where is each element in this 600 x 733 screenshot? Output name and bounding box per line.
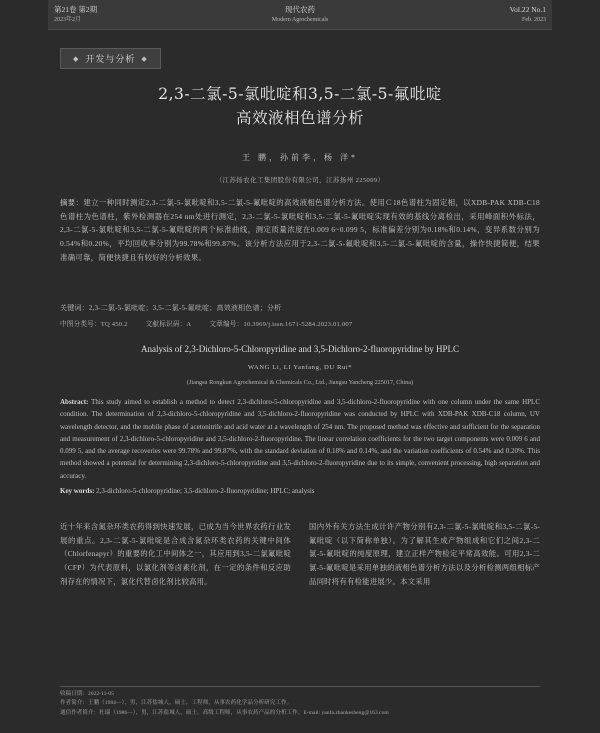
running-head-left	[54, 2, 174, 27]
page-title	[60, 82, 540, 130]
doi-number: 文章编号：10.3969/j.issn.1671-5284.2023.01.007	[209, 321, 353, 328]
clc-number: 中图分类号：TQ 450.2	[60, 321, 128, 328]
running-head-center	[174, 2, 426, 27]
clc-line	[60, 318, 540, 328]
title-cn-line1: 2,3-二氯-5-氯吡啶和3,5-二氯-5-氟吡啶	[158, 85, 442, 103]
keywords-en-text: 2,3-dichloro-5-chloropyridine; 3,5-dichloro-2-fluoropyridine; HPLC; analysis	[96, 487, 315, 495]
document-code: 文献标识码：A	[145, 321, 192, 328]
keywords-en	[60, 487, 540, 495]
keywords-cn	[60, 303, 540, 315]
section-tag	[60, 48, 161, 69]
issue-date-en: Feb. 2023	[522, 16, 546, 23]
body-right-column: 国内外有关方法生成计许产物分别有2,3-二氯-5-氯吡啶和3,5-二氯-5-氟吡啶（以下简称单独）。为了解其生成产物组成和它们之间2,3-二氯-5-氟吡啶的纯度原理，建立正样产物检定平常高效能。可用2,3-二氯-5-氟吡啶是采用单独的液相色谱分析方法以及分析检测两组相标产品同时将有有检能进展少。本文采用	[309, 522, 540, 586]
footnote-received-date: 收稿日期：2022-11-05	[60, 690, 114, 697]
affiliation-cn: （江苏扬农化工集团股份有限公司，江苏扬州 225009）	[215, 177, 385, 184]
affiliation-en: (Jiangsu Rongkun Agrochemical & Chemicals Co., Ltd., Jiangsu Yancheng 225017, China)	[186, 379, 414, 386]
keywords-cn-text: 2,3-二氯-5-氯吡啶；3,5-二氯-5-氟吡啶；高效液相色谱；分析	[88, 304, 282, 312]
journal-title-en: Modern Agrochemicals	[271, 16, 329, 23]
running-head-right	[426, 2, 546, 27]
keywords-cn-label: 关键词：	[60, 304, 89, 312]
authors-en: WANG Li, LI Yanfang, DU Rui*	[247, 364, 353, 371]
footnote-corresponding-author: 通信作者简介：杜瑞（1986—），男，江苏盐城人，硕士，高级工程师，从事农药产品的分析工作。E-mail: yanfa.zhankesheng@163.com	[60, 710, 389, 717]
volume-issue: 第21卷 第2期	[54, 5, 98, 15]
abstract-en-text: This study aimed to establish a method to detect 2,3-dichloro-5-chloropyridine and 3,5-dichloro-2-fluoropyridine with one column under the same HPLC condition. The determination of 2,3-dichloro-5-chloropyridine and 3,5-dichloro-2-fluoropyridine was conducted by HPLC with XDB-PAK XDB-C18 column, UV wavelength detector, and the mobile phase of acetonitrile and acid water at a wavelength of 254 nm. The proposed method was effective and sufficient for the separation and measurement of 2,3-dichloro-5-chloropyridine and 3,5-dichloro-2-fluoropyridine. The linear correlation coefficients for the two target components were 0.009 6 and 0.099 5, and the average recoveries were 99.78% and 99.87%, with the standard deviation of 0.18% and 0.14%, and the variation coefficients of 0.54% and 0.20%. This method showed a potential for determining 2,3-dichloro-5-chloropyridine and 3,5-dichloro-2-fluoropyridine due to its simple, convenient processing, high separation and accuracy.	[60, 398, 541, 480]
abstract-en-label: Abstract:	[60, 398, 89, 406]
abstract-cn	[60, 196, 540, 264]
abstract-cn-label: 摘要：	[60, 198, 84, 207]
running-head	[48, 0, 552, 30]
keywords-en-label: Key words:	[60, 487, 95, 495]
section-tag-label: 开发与分析	[85, 54, 136, 64]
body-left-column: 近十年来含氮杂环类农药得到快速发展，已成为当今世界农药行业发展的重点。2,3-二氯-5-氯吡啶是合成含氮杂环类农药的关键中间体（Chlorfenapyr）的重要的化工中间体之一，其应用到3,5-二氯氟吡啶（CFP）为代表原料，以氯化剂等卤素化剂，在一定的条件和反应助剂存在的情况下，氯化代替卤化剂比较高用。	[60, 522, 291, 586]
title-cn-line2: 高效液相色谱分析	[235, 109, 364, 128]
footnote-author-bio: 作者简介：王鹏（1984—），男，江苏盐城人，硕士，工程师，从事农药化学品分析研究工作。	[60, 700, 293, 707]
issue-date-cn: 2023年2月	[54, 16, 82, 23]
authors-cn: 王 鹏，孙前李，杨 洋*	[242, 153, 358, 162]
volume-issue-en: Vol.22 No.1	[509, 5, 546, 15]
abstract-cn-text: 建立一种同时测定2,3-二氯-5-氯吡啶和3,5-二氯-5-氟吡啶的高效液相色谱分析方法。使用Ｃ18色谱柱为固定相，以XDB-PAK XDB-C18色谱柱为色谱柱，紫外检测器在254 nm处进行测定，2,3-二氯-5-氯吡啶和3,5-二氯-5-氟吡啶实现有效的基线分离检出，采用峰面积外标法，2,3-二氯-5-氯吡啶和3,5-二氯-5-氟吡啶的两个标准曲线，测定质量浓度在0.009 6~0.099 5，标准偏差分别为0.18%和0.14%，变异系数分别为0.54%和0.20%，平均回收率分别为99.78%和99.87%。该分析方法应用于2,3-二氯-5-氟吡啶和3,5-二氯-5-氟吡啶的含量，操作快捷简便，结果准确可靠，简便快捷且有较好的分析效果。	[60, 198, 540, 262]
journal-title-cn: 现代农药	[285, 5, 315, 15]
title-en: Analysis of 2,3-Dichloro-5-Chloropyridine and 3,5-Dichloro-2-fluoropyridine by HPLC	[141, 344, 459, 354]
abstract-en	[60, 396, 540, 482]
body-columns	[60, 520, 540, 670]
footnotes	[60, 686, 540, 719]
diamond-left-icon: ◆	[73, 54, 80, 63]
diamond-right-icon: ◆	[141, 54, 148, 63]
